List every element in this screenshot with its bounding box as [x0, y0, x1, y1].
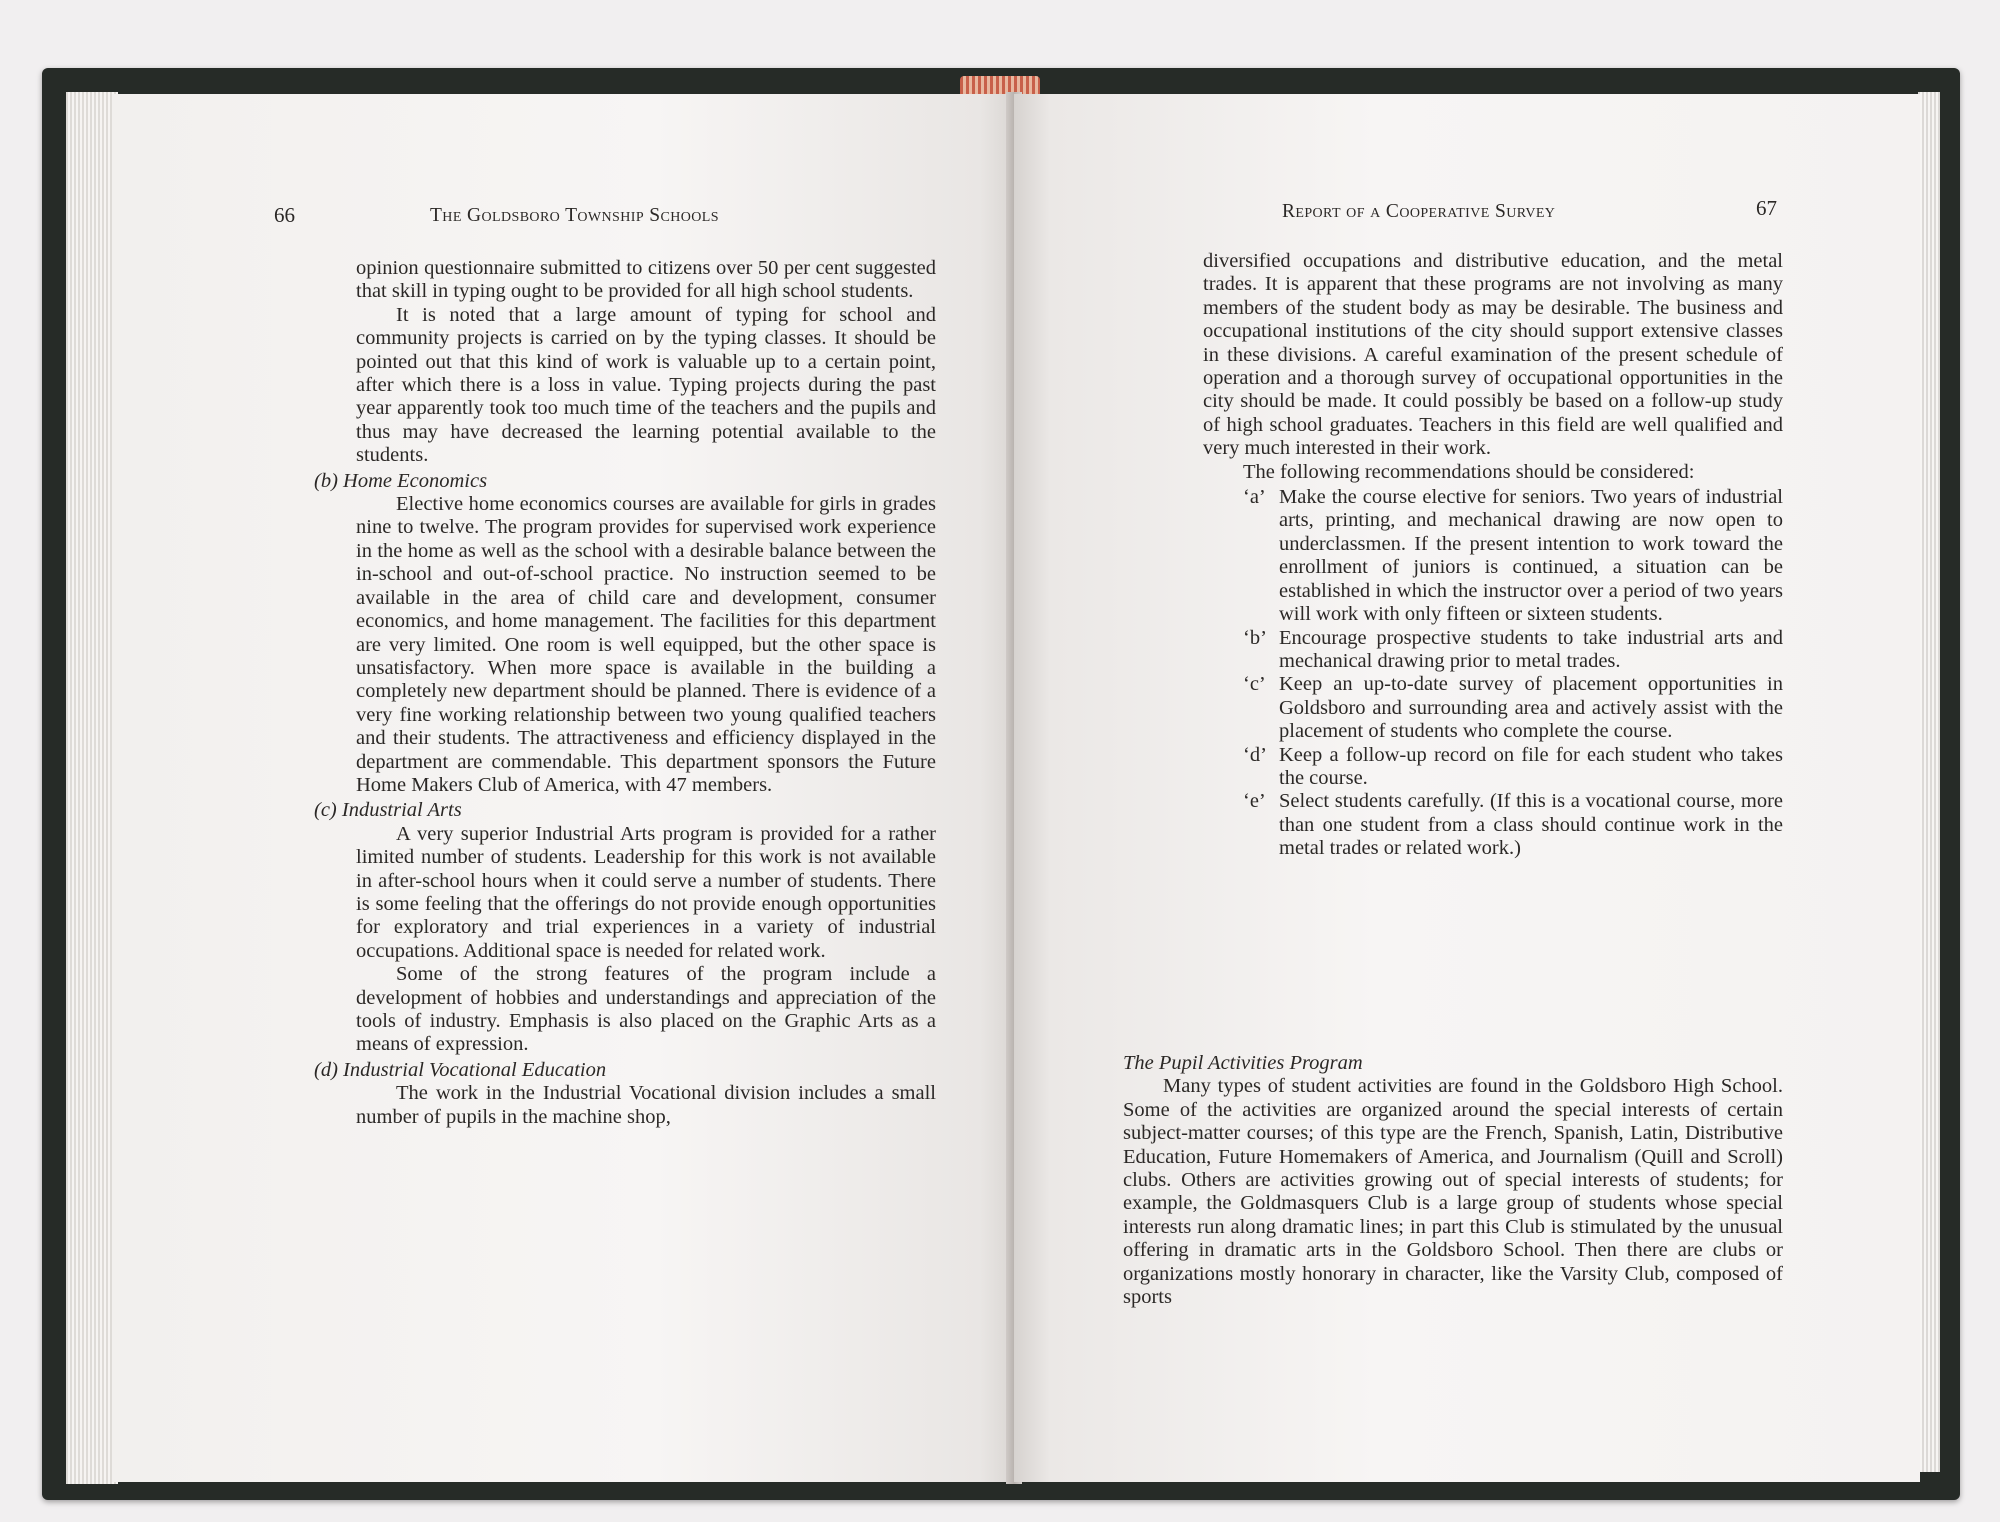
- section-heading-home-economics: (b) Home Economics: [314, 469, 488, 492]
- pupil-activities-text: Many types of student activities are found in the Goldsboro High School. Some of the activities are organized around the special interests of certain subject-matter courses; of this type are the French, Spanish, Latin, Distributive Education, Future Homemakers of America, and Journalism (Quill and Scroll) clubs. Others are activities growing out of special interests of students; for example, the Goldmasquers Club is a large group of students whose special interests run along dramatic lines; in part this Club is stimulated by the unusual offering in dramatic arts in the Goldsboro School. Then there are clubs or organizations mostly honorary in character, like the Varsity Club, composed of sports: [1123, 1075, 1783, 1309]
- recommendation-item: [1243, 626, 1783, 674]
- left-paragraph-1: opinion questionnaire submitted to citizens over 50 per cent suggested that skill in typing ought to be provided for all high school students.: [356, 257, 936, 303]
- recommendation-label: ‘a’: [1243, 486, 1266, 509]
- right-paragraph-2: The following recommendations should be considered:: [1243, 460, 1695, 483]
- recommendation-item: [1243, 486, 1783, 626]
- recommendation-item: [1243, 673, 1783, 743]
- page-edges-right: [1918, 92, 1940, 1472]
- recommendation-text: Select students carefully. (If this is a vocational course, more than one student from a class should continue work in the metal trades or related work.): [1279, 790, 1783, 860]
- industrial-arts-text-1: A very superior Industrial Arts program is provided for a rather limited number of students. Leadership for this work is not available in after-school hours when it could serve a number of students. There is some feeling that the offerings do not provide enough opportunities for exploratory and trial experiences in a variety of industrial occupations. Additional space is needed for related work.: [356, 822, 936, 962]
- recommendation-text: Keep a follow-up record on file for each student who takes the course.: [1279, 743, 1783, 789]
- right-running-header: Report of a Cooperative Survey: [1282, 201, 1556, 222]
- recommendation-item: [1243, 790, 1783, 860]
- right-page-number: 67: [1756, 196, 1777, 220]
- pupil-activities-section: [1123, 1052, 1783, 1309]
- recommendation-text: Encourage prospective students to take industrial arts and mechanical drawing prior to metal trades.: [1279, 626, 1783, 672]
- left-page-number: 66: [274, 203, 295, 227]
- recommendations-list: [1243, 486, 1783, 861]
- recommendation-label: ‘e’: [1243, 790, 1266, 813]
- section-heading-pupil-activities: The Pupil Activities Program: [1123, 1052, 1363, 1074]
- left-running-header: The Goldsboro Township Schools: [430, 205, 719, 226]
- left-page-body: [314, 257, 936, 1129]
- industrial-arts-text-2: Some of the strong features of the program include a development of hobbies and understandings and appreciation of the tools of industry. Emphasis is also placed on the Graphic Arts as a means of expression.: [356, 963, 936, 1056]
- recommendation-label: ‘d’: [1243, 743, 1267, 766]
- section-heading-industrial-arts: (c) Industrial Arts: [314, 799, 462, 822]
- industrial-vocational-text: The work in the Industrial Vocational division includes a small number of pupils in the machine shop,: [356, 1082, 936, 1128]
- recommendation-text: Keep an up-to-date survey of placement opportunities in Goldsboro and surrounding area and actively assist with the placement of students who complete the course.: [1279, 673, 1783, 743]
- right-paragraph-1: diversified occupations and distributive education, and the metal trades. It is apparent that these programs are not involving as many members of the student body as may be desirable. The business and occupational institutions of the city should support extensive classes in these divisions. A careful examination of the present schedule of operation and a thorough survey of occupational opportunities in the city should be made. It could possibly be based on a follow-up study of high school graduates. Teachers in this field are well qualified and very much interested in their work.: [1203, 250, 1783, 460]
- page-edges-left: [66, 92, 118, 1484]
- left-paragraph-2: It is noted that a large amount of typing for school and community projects is carried on by the typing classes. It should be pointed out that this kind of work is valuable up to a certain point, after which there is a loss in value. Typing projects during the past year apparently took too much time of the teachers and the pupils and thus may have decreased the learning potential available to the students.: [356, 303, 936, 467]
- recommendation-item: [1243, 743, 1783, 791]
- recommendation-label: ‘c’: [1243, 673, 1266, 696]
- section-heading-industrial-vocational: (d) Industrial Vocational Education: [314, 1058, 607, 1081]
- home-economics-text: Elective home economics courses are available for girls in grades nine to twelve. The program provides for supervised work experience in the home as well as the school with a desirable balance between the in-school and out-of-school practice. No instruction seemed to be available in the area of child care and development, consumer economics, and home management. The facilities for this department are very limited. One room is well equipped, but the other space is unsatisfactory. When more space is available in the building a completely new department should be planned. There is evidence of a very fine working relationship between two young qualified teachers and their students. The attractiveness and efficiency displayed in the department are commendable. This department sponsors the Future Home Makers Club of America, with 47 members.: [356, 493, 936, 796]
- recommendation-label: ‘b’: [1243, 626, 1267, 649]
- recommendation-text: Make the course elective for seniors. Two years of industrial arts, printing, and mechanical drawing are now open to underclassmen. If the present intention to work toward the enrollment of juniors is continued, a situation can be established in which the instructor over a period of two years will work with only fifteen or sixteen students.: [1279, 486, 1783, 626]
- right-page-body: [1203, 250, 1783, 861]
